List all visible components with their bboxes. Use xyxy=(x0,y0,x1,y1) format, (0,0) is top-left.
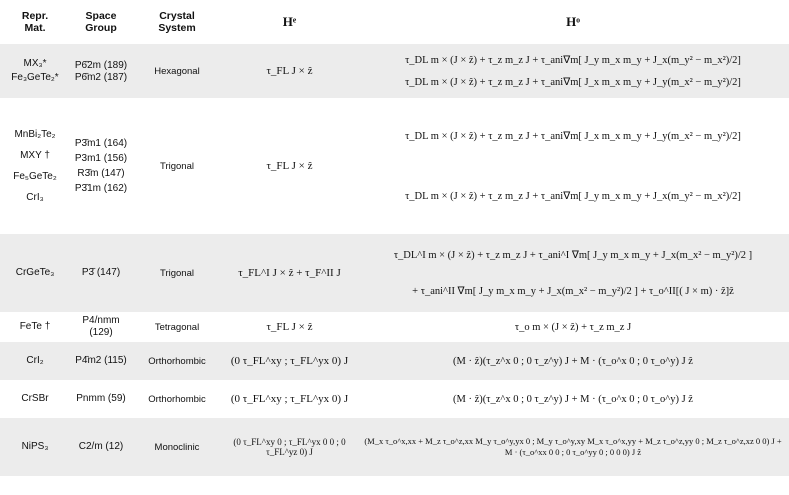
header-space-group: Space Group xyxy=(85,10,117,34)
space-group-cell: P4/nmm (129) xyxy=(82,315,120,338)
table-row xyxy=(0,380,789,418)
ho-cell: τ_DL^I m × (J × ẑ) + τ_z m_z J + τ_ani^I ∇m[ J_y m_x m_y + J_x(m_x² − m_y²)/2 ] + τ_ani^II ∇m[ J_y m_x m_y + J_x(m_x² − m_y²)/2 ] + τ_o^II[( J × m) · ẑ]ẑ xyxy=(357,234,789,312)
ho-cell: τ_DL m × (J × ẑ) + τ_z m_z J + τ_ani∇m[ J_y m_x m_y + J_x(m_y² − m_x²)/2] τ_DL m × (J × ẑ) + τ_z m_z J + τ_ani∇m[ J_x m_x m_y + J_y(m_x² − m_y²)/2] xyxy=(357,44,789,98)
crystal-system-cell: Trigonal xyxy=(160,160,194,172)
table-row xyxy=(0,234,789,312)
crystal-system-cell: Hexagonal xyxy=(132,44,222,98)
table-row xyxy=(0,312,789,342)
he-cell: (0 τ_FL^xy ; τ_FL^yx 0) J xyxy=(222,342,357,380)
header-row xyxy=(0,0,789,44)
he-cell: τ_FL^I J × ẑ + τ_F^II J xyxy=(222,234,357,312)
header-crystal-system: Crystal System xyxy=(158,10,196,34)
he-cell: τ_FL J × ẑ xyxy=(266,321,313,333)
crystal-system-cell: Tetragonal xyxy=(154,321,200,333)
material-cell: CrSBr xyxy=(21,393,49,404)
he-cell: τ_FL J × ẑ xyxy=(222,44,357,98)
crystal-system-cell: Orthorhombic xyxy=(148,393,206,405)
material-cell: MX₃* Fe₃GeTe₂* xyxy=(0,44,70,98)
header-material: Repr. Mat. xyxy=(21,10,49,34)
table-row xyxy=(0,98,789,234)
crystal-system-cell: Monoclinic xyxy=(132,418,222,476)
space-group-cell: P4̄m2 (115) xyxy=(70,342,132,380)
he-cell: (0 τ_FL^xy 0 ; τ_FL^yx 0 0 ; 0 τ_FL^yz 0) J xyxy=(222,418,357,476)
material-cell: MnBi₂Te₂ MXY † Fe₅GeTe₂ CrI₃ xyxy=(13,128,57,203)
ho-cell: τ_DL m × (J × ẑ) + τ_z m_z J + τ_ani∇m[ J_x m_x m_y + J_y(m_x² − m_y²)/2] τ_DL m × (J × ẑ) + τ_z m_z J + τ_ani∇m[ J_y m_x m_y + J_x(m_y² − m_x²)/2] xyxy=(405,131,741,202)
material-cell: CrGeTe₃ xyxy=(0,234,70,312)
material-cell: FeTe † xyxy=(19,321,51,332)
he-cell: (0 τ_FL^xy ; τ_FL^yx 0) J xyxy=(230,393,349,405)
material-cell: CrI₂ xyxy=(0,342,70,380)
table-row xyxy=(0,342,789,380)
ho-cell: (M · ẑ)(τ_z^x 0 ; 0 τ_z^y) J + M · (τ_o^x 0 ; 0 τ_o^y) J ẑ xyxy=(453,393,693,405)
crystal-system-cell: Trigonal xyxy=(132,234,222,312)
material-cell: NiPS₃ xyxy=(0,418,70,476)
table-row xyxy=(0,418,789,476)
table-row xyxy=(0,44,789,98)
header-ho: Hᵒ xyxy=(566,14,580,29)
space-group-cell: P3̄ (147) xyxy=(70,234,132,312)
space-group-cell: Pnmm (59) xyxy=(76,393,126,404)
space-group-cell: P6̄2m (189) P6̄m2 (187) xyxy=(70,44,132,98)
header-he: Hᵉ xyxy=(282,14,297,29)
he-cell: τ_FL J × ẑ xyxy=(266,160,313,172)
space-group-cell: C2/m (12) xyxy=(70,418,132,476)
ho-cell: τ_o m × (J × ẑ) + τ_z m_z J xyxy=(514,321,632,333)
crystal-system-cell: Orthorhombic xyxy=(132,342,222,380)
ho-cell: (M · ẑ)(τ_z^x 0 ; 0 τ_z^y) J + M · (τ_o^x 0 ; 0 τ_o^y) J ẑ xyxy=(357,342,789,380)
ho-cell: (M_x τ_o^x,xx + M_z τ_o^z,xx M_y τ_o^y,yx 0 ; M_y τ_o^y,xy M_x τ_o^x,yy + M_z τ_o^z,yy 0 ; M_z τ_o^z,xz 0 0) J + M · (τ_o^xx 0 0 ; 0 τ_o^yy 0 ; 0 0 0) J ẑ xyxy=(357,418,789,476)
space-group-cell: P3̄m1 (164) P3m1 (156) R3̄m (147) P3̄1m (162) xyxy=(74,138,128,194)
